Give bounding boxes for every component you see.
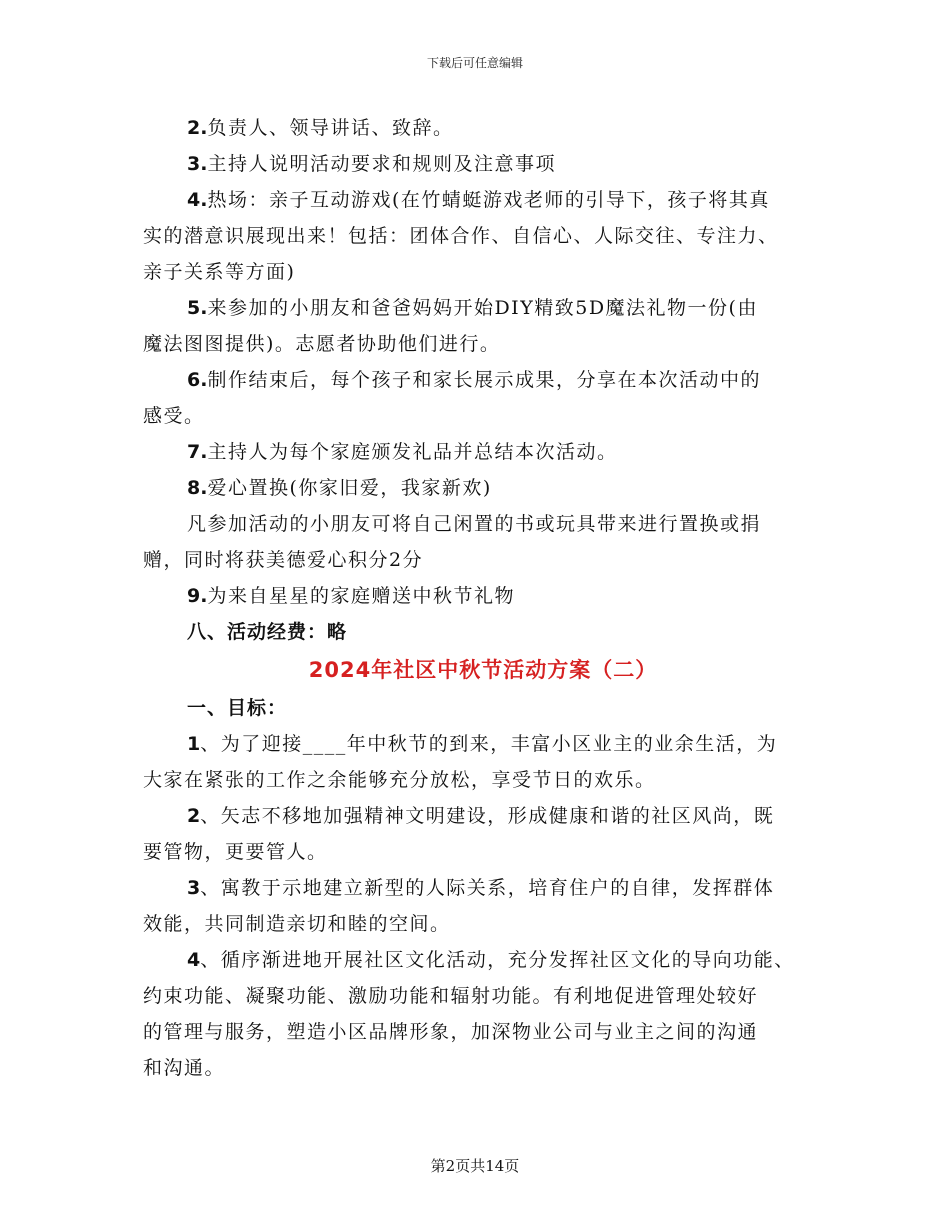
list-item-4	[143, 182, 823, 218]
item-text: 、寓教于示地建立新型的人际关系，培育住户的自律，发挥群体	[200, 877, 775, 899]
item-number: 3	[187, 877, 201, 899]
item-number: 6.	[187, 369, 208, 391]
heading-funding: 八、活动经费：略	[187, 621, 348, 643]
page-footer: 第2页共14页	[430, 1157, 520, 1175]
item-number: 3.	[187, 153, 208, 175]
goal-item-3	[143, 870, 823, 906]
item-text: 爱心置换(你家旧爱，我家新欢)	[207, 477, 492, 499]
item-text: 主持人为每个家庭颁发礼品并总结本次活动。	[207, 441, 618, 463]
item-text: 、矢志不移地加强精神文明建设，形成健康和谐的社区风尚，既	[200, 805, 775, 827]
goal-item-1-cont: 大家在紧张的工作之余能够充分放松，享受节日的欢乐。	[143, 769, 656, 791]
item-text: 为来自星星的家庭赠送中秋节礼物	[207, 585, 515, 607]
item-text: 制作结束后，每个孩子和家长展示成果，分享在本次活动中的	[207, 369, 761, 391]
item-number: 9.	[187, 585, 208, 607]
list-item-8	[143, 470, 823, 506]
item-text: 主持人说明活动要求和规则及注意事项	[207, 153, 556, 175]
goal-item-4-cont: 和沟通。	[143, 1057, 226, 1079]
item-number: 2	[187, 805, 201, 827]
list-item-5	[143, 290, 823, 326]
goal-item-2	[143, 798, 823, 834]
item-text: 来参加的小朋友和爸爸妈妈开始DIY精致5D魔法礼物一份(由	[207, 297, 758, 319]
section-title: 2024年社区中秋节活动方案（二）	[308, 658, 658, 682]
item-text: 负责人、领导讲话、致辞。	[207, 117, 454, 139]
item-number: 8.	[187, 477, 208, 499]
item-text: 、循序渐进地开展社区文化活动，充分发挥社区文化的导向功能、	[200, 949, 795, 971]
list-item-2	[143, 110, 823, 146]
list-item-5-cont: 魔法图图提供)。志愿者协助他们进行。	[143, 333, 501, 355]
list-item-6	[143, 362, 823, 398]
goal-item-1	[143, 726, 823, 762]
goal-item-4	[143, 942, 823, 978]
item-number: 2.	[187, 117, 208, 139]
list-item-4-cont: 实的潜意识展现出来！包括：团体合作、自信心、人际交往、专注力、	[143, 225, 779, 247]
list-item-7	[143, 434, 823, 470]
goal-item-2-cont: 要管物，更要管人。	[143, 841, 328, 863]
item-number: 4.	[187, 189, 208, 211]
goal-item-3-cont: 效能，共同制造亲切和睦的空间。	[143, 913, 451, 935]
goal-item-4-cont: 约束功能、凝聚功能、激励功能和辐射功能。有利地促进管理处较好	[143, 985, 759, 1007]
goal-item-4-cont: 的管理与服务，塑造小区品牌形象，加深物业公司与业主之间的沟通	[143, 1021, 759, 1043]
list-item-9	[143, 578, 823, 614]
item-number: 5.	[187, 297, 208, 319]
item-number: 1	[187, 733, 201, 755]
item-text: 热场：亲子互动游戏(在竹蜻蜓游戏老师的引导下，孩子将其真	[207, 189, 770, 211]
exchange-paragraph-cont: 赠，同时将获美德爱心积分2分	[143, 549, 424, 571]
exchange-paragraph: 凡参加活动的小朋友可将自己闲置的书或玩具带来进行置换或捐	[187, 513, 762, 535]
list-item-6-cont: 感受。	[143, 405, 205, 427]
heading-goals: 一、目标：	[187, 697, 288, 719]
document-body	[143, 110, 823, 1086]
item-text: 、为了迎接____年中秋节的到来，丰富小区业主的业余生活，为	[200, 733, 778, 755]
list-item-3	[143, 146, 823, 182]
list-item-4-cont: 亲子关系等方面)	[143, 261, 296, 283]
item-number: 7.	[187, 441, 208, 463]
item-number: 4	[187, 949, 201, 971]
page-header: 下载后可任意编辑	[426, 56, 523, 70]
